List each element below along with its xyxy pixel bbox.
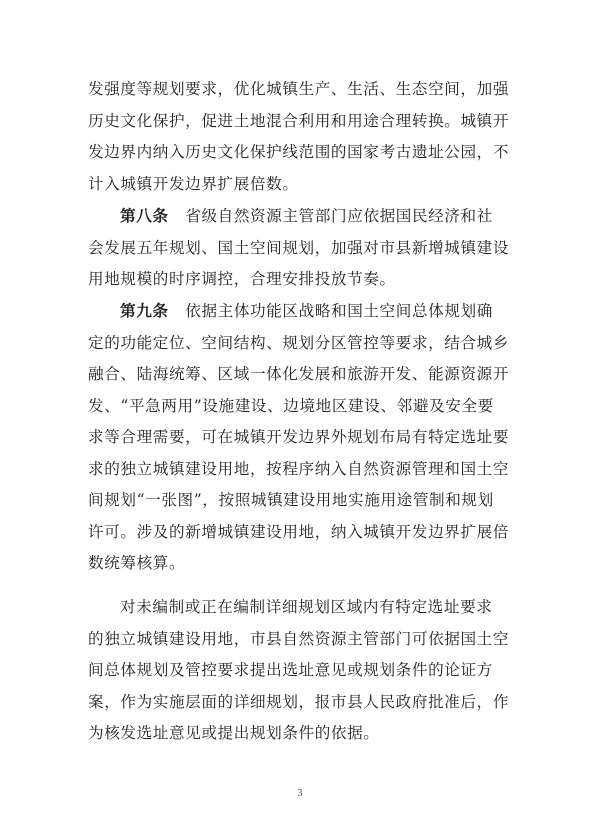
text-line: 定的功能定位、空间结构、规划分区管控等要求，结合城乡 (88, 333, 510, 352)
text-segment: 省级自然资源主管部门应依据国民经济和社 (185, 207, 493, 225)
text-line: 会发展五年规划、国土空间规划，加强对市县新增城镇建设 (88, 238, 510, 257)
text-line: 数统筹核算。 (88, 554, 186, 572)
text-line: 案，作为实施层面的详细规划，报市县人民政府批准后，作 (88, 692, 510, 711)
text-line: 历史文化保护，促进土地混合利用和用途合理转换。城镇开 (88, 111, 510, 130)
paragraph-selection-site (88, 592, 514, 750)
text-line: 间规划“一张图”，按照城镇建设用地实施用途管制和规划 (88, 491, 494, 509)
text-line: 为核发选址意见或提出规划条件的依据。 (88, 724, 380, 742)
article-8-paragraph (88, 200, 514, 296)
text-line: 求等合理需要，可在城镇开发边界外规划布局有特定选址要 (88, 428, 510, 446)
text-line: 发、“平急两用”设施建设、边境地区建设、邻避及安全要 (88, 396, 494, 415)
text-line (88, 200, 514, 233)
text-segment: 依据主体功能区战略和国土空间总体规划确 (185, 302, 493, 320)
article-9-heading: 第九条 (120, 301, 169, 320)
text-line: 的独立城镇建设用地，市县自然资源主管部门可依据国土空 (88, 629, 510, 648)
text-line: 求的独立城镇建设用地，按程序纳入自然资源管理和国土空 (88, 459, 510, 478)
text-line: 用地规模的时序调控，合理安排投放节奏。 (88, 270, 396, 288)
page-number: 3 (297, 788, 303, 799)
text-line: 许可。涉及的新增城镇建设用地，纳入城镇开发边界扩展倍 (88, 522, 510, 541)
text-line (88, 295, 514, 328)
text-line: 计入城镇开发边界扩展倍数。 (88, 174, 299, 193)
text-line: 对未编制或正在编制详细规划区域内有特定选址要求 (120, 598, 493, 616)
article-9-paragraph (88, 295, 514, 580)
text-line: 间总体规划及管控要求提出选址意见或规划条件的论证方 (88, 661, 493, 679)
text-line: 融合、陆海统筹、区域一体化发展和旅游开发、能源资源开 (88, 365, 510, 383)
text-line: 发边界内纳入历史文化保护线范围的国家考古遗址公园，不 (88, 143, 510, 161)
paragraph-continuation (88, 74, 514, 200)
text-line: 发强度等规划要求，优化城镇生产、生活、生态空间，加强 (88, 80, 510, 98)
article-8-heading: 第八条 (120, 206, 169, 225)
